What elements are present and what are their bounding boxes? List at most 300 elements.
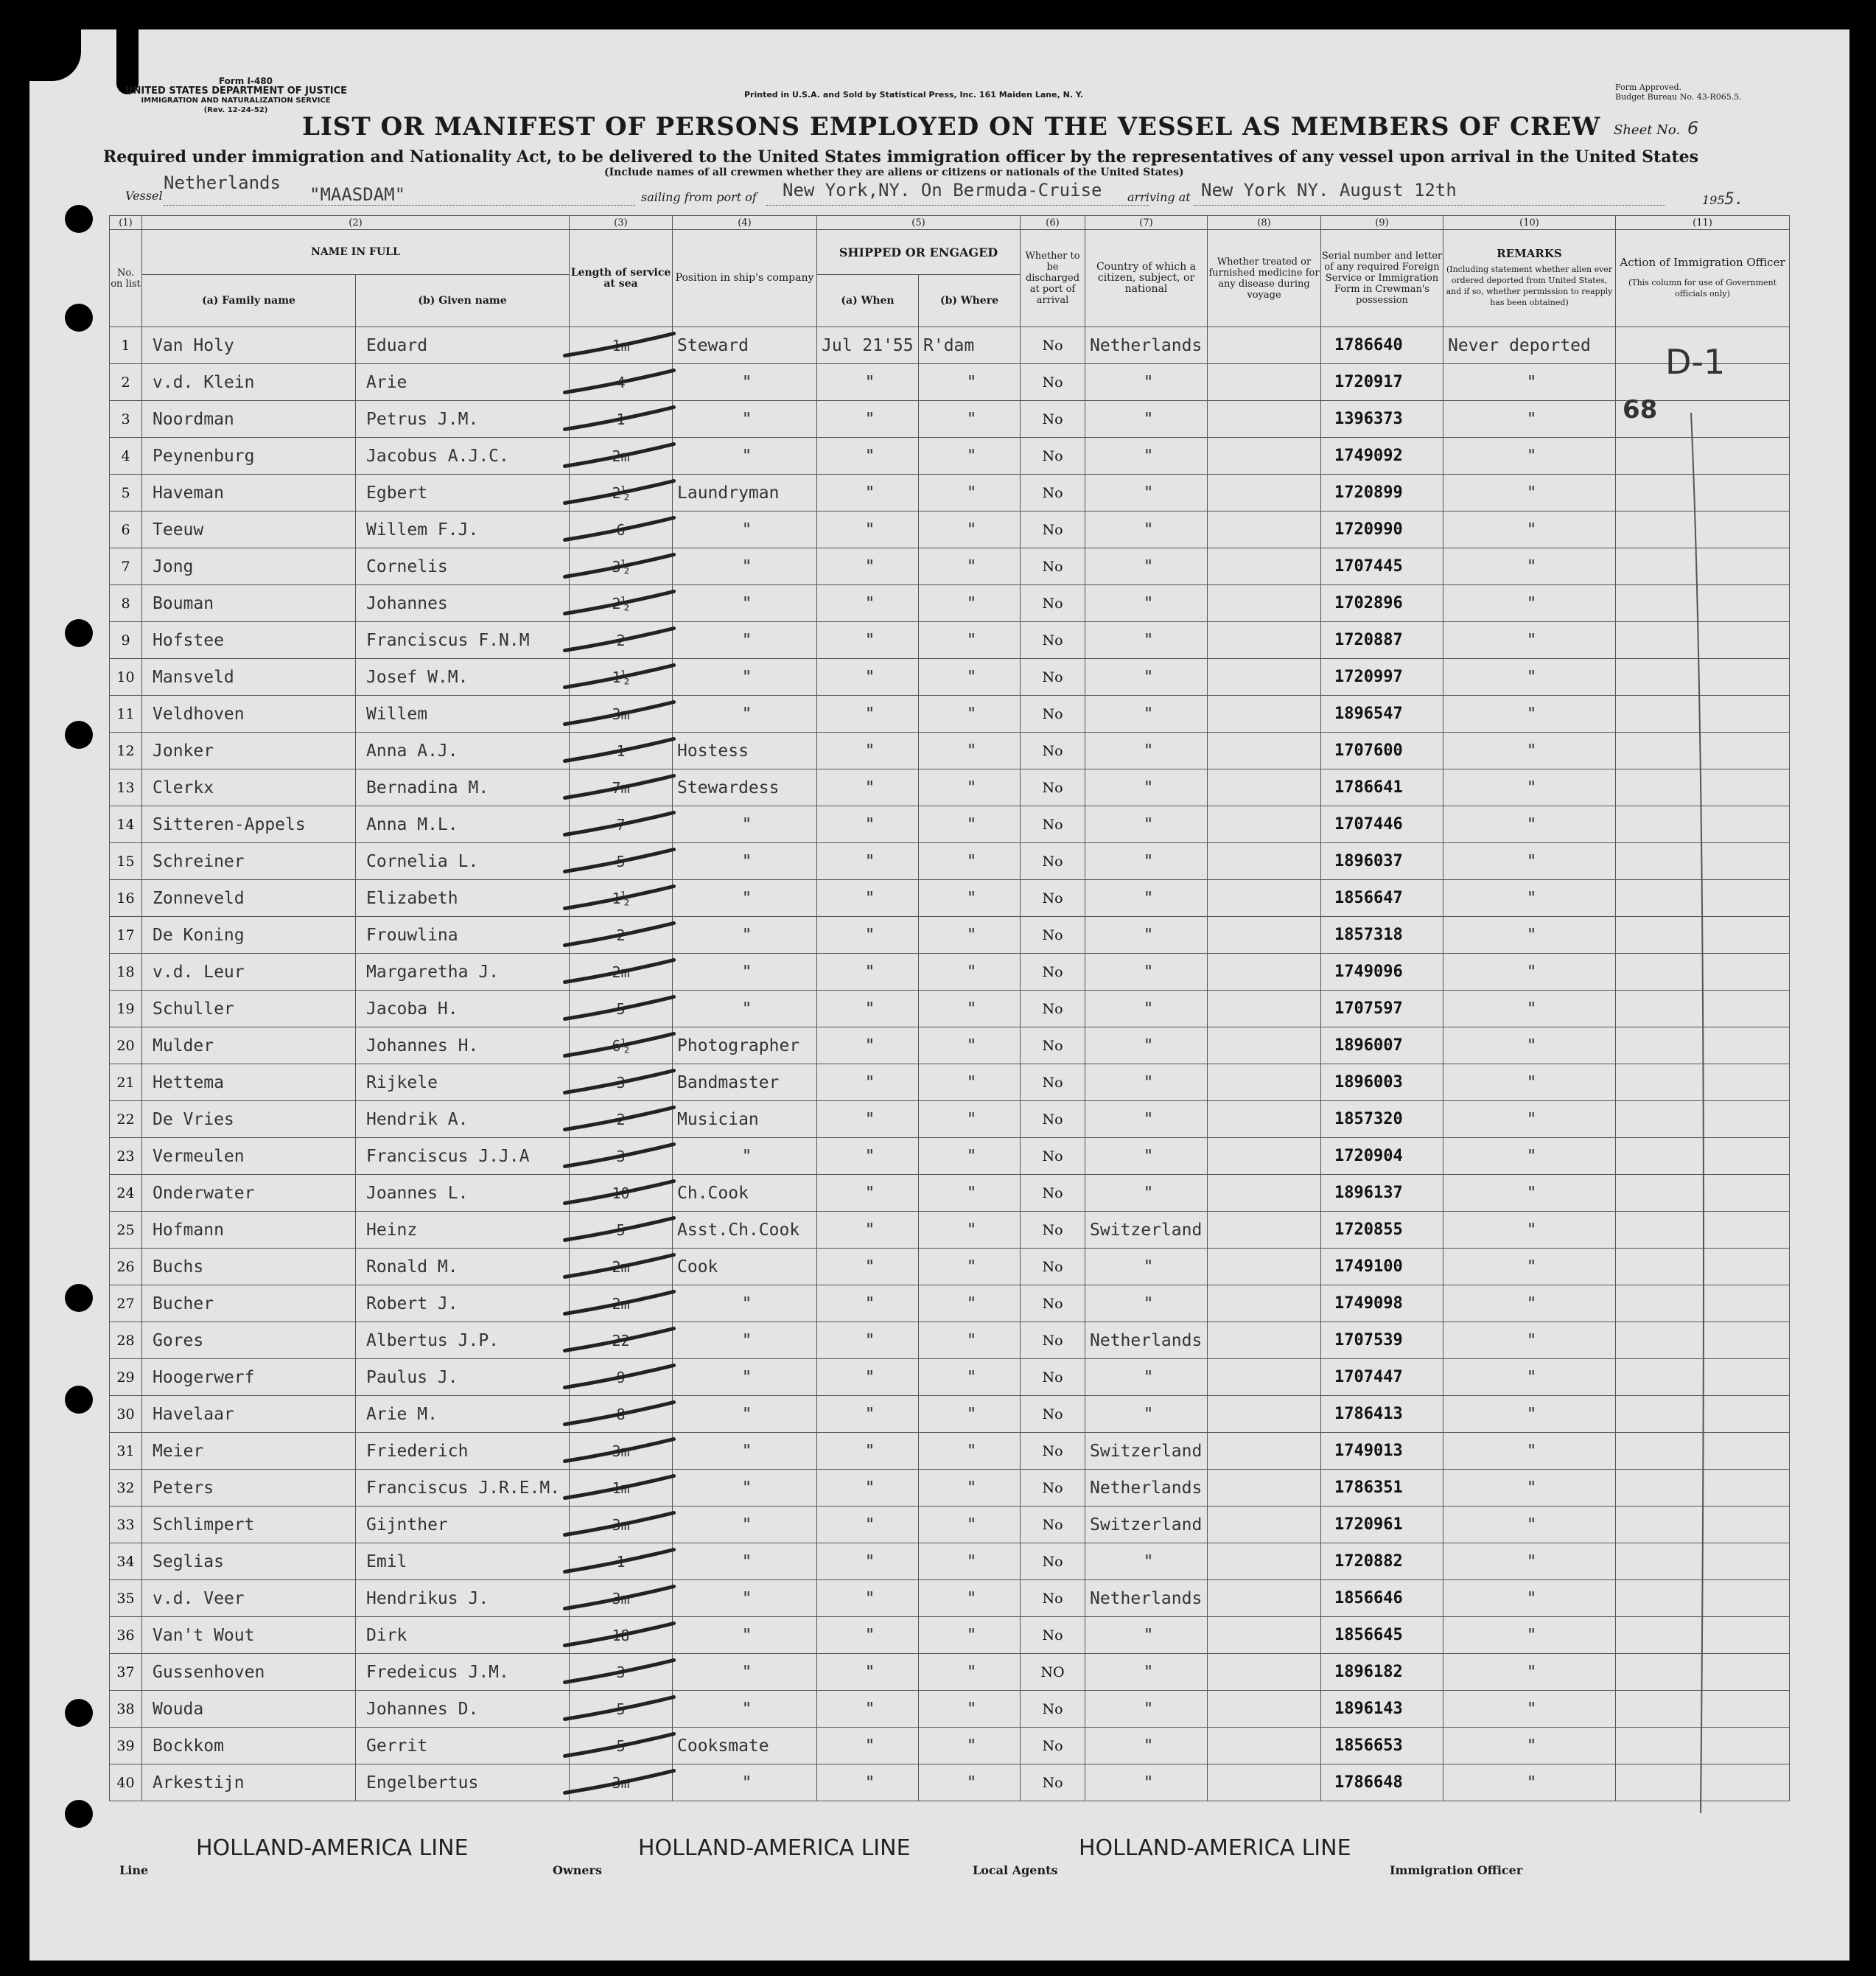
shipped-where-cell: R'dam	[919, 327, 1021, 364]
position-cell: "	[673, 1396, 817, 1433]
country-cell: "	[1085, 1175, 1208, 1212]
discharged-cell: No	[1021, 1212, 1085, 1249]
serial-number-cell: 1749013	[1321, 1433, 1443, 1470]
serial-number-cell: 1896182	[1321, 1654, 1443, 1691]
requirement-statement: Required under immigration and Nationality Act, to be delivered to the United States immigration officer by the representatives of any vessel upon arrival in the United States	[103, 147, 1699, 167]
serial-number-cell: 1786640	[1321, 327, 1443, 364]
row-number-cell: 34	[110, 1543, 142, 1580]
given-name-cell: Franciscus J.J.A	[356, 1138, 570, 1175]
discharged-cell: No	[1021, 733, 1085, 769]
country-cell: Switzerland	[1085, 1433, 1208, 1470]
position-cell: "	[673, 1654, 817, 1691]
page-title: LIST OR MANIFEST OF PERSONS EMPLOYED ON THE VESSEL AS MEMBERS OF CREW	[302, 112, 1601, 142]
discharged-cell: No	[1021, 585, 1085, 622]
position-cell: Cook	[673, 1249, 817, 1285]
shipped-where-cell: "	[919, 917, 1021, 954]
discharged-cell: No	[1021, 806, 1085, 843]
shipped-when-cell: "	[817, 512, 919, 548]
discharged-cell: No	[1021, 991, 1085, 1027]
position-cell: "	[673, 1617, 817, 1654]
shipped-when-cell: "	[817, 585, 919, 622]
family-name-cell: Hettema	[142, 1064, 356, 1101]
row-number-cell: 39	[110, 1728, 142, 1764]
given-name-cell: Elizabeth	[356, 880, 570, 917]
discharged-cell: No	[1021, 475, 1085, 512]
country-cell: "	[1085, 1728, 1208, 1764]
shipped-where-cell: "	[919, 475, 1021, 512]
col-6-number: (6)	[1021, 216, 1085, 230]
position-cell: "	[673, 696, 817, 733]
pencil-strike	[565, 371, 674, 393]
country-cell: "	[1085, 806, 1208, 843]
country-cell: Switzerland	[1085, 1507, 1208, 1543]
remarks-cell: "	[1443, 364, 1616, 401]
remarks-cell: "	[1443, 475, 1616, 512]
serial-number-cell: 1896547	[1321, 696, 1443, 733]
position-cell: "	[673, 1507, 817, 1543]
shipped-when-cell: "	[817, 659, 919, 696]
shipped-when-cell: "	[817, 696, 919, 733]
shipped-when-cell: "	[817, 1433, 919, 1470]
given-name-cell: Willem	[356, 696, 570, 733]
remarks-cell: "	[1443, 1433, 1616, 1470]
family-name-cell: De Koning	[142, 917, 356, 954]
position-cell: "	[673, 1359, 817, 1396]
vessel-name: "MAASDAM"	[309, 184, 406, 205]
discharged-cell: NO	[1021, 1654, 1085, 1691]
shipped-where-cell: "	[919, 512, 1021, 548]
length-of-service-cell: 1m	[570, 1470, 673, 1507]
remarks-cell: "	[1443, 622, 1616, 659]
col-2-number: (2)	[142, 216, 570, 230]
family-name-cell: Hoogerwerf	[142, 1359, 356, 1396]
remarks-cell: "	[1443, 1396, 1616, 1433]
shipped-where-cell: "	[919, 1249, 1021, 1285]
discharged-cell: No	[1021, 1470, 1085, 1507]
remarks-cell: "	[1443, 1027, 1616, 1064]
row-number-cell: 7	[110, 548, 142, 585]
pencil-strike	[565, 1366, 674, 1388]
given-name-cell: Johannes H.	[356, 1027, 570, 1064]
given-name-cell: Heinz	[356, 1212, 570, 1249]
shipped-where-cell: "	[919, 733, 1021, 769]
pencil-strike	[565, 1661, 674, 1683]
position-cell: Asst.Ch.Cook	[673, 1212, 817, 1249]
given-name-cell: Friederich	[356, 1433, 570, 1470]
given-name-cell: Willem F.J.	[356, 512, 570, 548]
action-title: Action of Immigration Officer	[1620, 256, 1785, 269]
col-10-number: (10)	[1443, 216, 1616, 230]
discharged-cell: No	[1021, 1691, 1085, 1728]
shipped-where-cell: "	[919, 1322, 1021, 1359]
family-name-cell: Haveman	[142, 475, 356, 512]
shipped-when-cell: "	[817, 548, 919, 585]
shipped-where-cell: "	[919, 659, 1021, 696]
length-of-service-cell: 1½	[570, 880, 673, 917]
given-name-cell: Egbert	[356, 475, 570, 512]
remarks-note: (Including statement whether alien ever ordered deported from United States, and if so, whether permission to reapply has been obtained)	[1446, 265, 1613, 307]
length-of-service-cell: 1	[570, 733, 673, 769]
shipped-when-cell: "	[817, 843, 919, 880]
row-number-cell: 29	[110, 1359, 142, 1396]
shipped-where-cell: "	[919, 438, 1021, 475]
col-where: (b) Where	[919, 275, 1021, 327]
shipped-where-cell: "	[919, 1580, 1021, 1617]
shipped-where-cell: "	[919, 1212, 1021, 1249]
length-of-service-cell: 5	[570, 1212, 673, 1249]
remarks-cell: "	[1443, 880, 1616, 917]
pencil-strokes	[29, 29, 1849, 1961]
pencil-strike	[565, 334, 674, 356]
remarks-cell: "	[1443, 1175, 1616, 1212]
remarks-cell: "	[1443, 843, 1616, 880]
pencil-strike	[565, 1181, 674, 1204]
family-name-cell: Peynenburg	[142, 438, 356, 475]
pencil-strike	[565, 1771, 674, 1793]
given-name-cell: Jacobus A.J.C.	[356, 438, 570, 475]
length-of-service-cell: 5	[570, 1691, 673, 1728]
col-given-name: (b) Given name	[356, 275, 570, 327]
pencil-strike	[565, 408, 674, 430]
pencil-strike	[565, 997, 674, 1019]
length-of-service-cell: 5	[570, 843, 673, 880]
length-of-service-cell: 6½	[570, 1027, 673, 1064]
family-name-cell: Teeuw	[142, 512, 356, 548]
family-name-cell: Clerkx	[142, 769, 356, 806]
row-number-cell: 27	[110, 1285, 142, 1322]
shipped-when-cell: "	[817, 1027, 919, 1064]
given-name-cell: Johannes D.	[356, 1691, 570, 1728]
row-number-cell: 38	[110, 1691, 142, 1728]
length-of-service-cell: 3m	[570, 1764, 673, 1801]
serial-number-cell: 1896037	[1321, 843, 1443, 880]
serial-number-cell: 1720887	[1321, 622, 1443, 659]
position-cell: "	[673, 843, 817, 880]
pencil-strike	[565, 1734, 674, 1756]
col-when: (a) When	[817, 275, 919, 327]
remarks-cell: "	[1443, 1101, 1616, 1138]
pencil-strike	[565, 555, 674, 577]
country-cell: "	[1085, 1359, 1208, 1396]
serial-number-cell: 1786351	[1321, 1470, 1443, 1507]
col-serial-number: Serial number and letter of any required Foreign Service or Immigration Form in Crewman's possession	[1321, 230, 1443, 327]
given-name-cell: Joannes L.	[356, 1175, 570, 1212]
serial-number-cell: 1857320	[1321, 1101, 1443, 1138]
serial-number-cell: 1702896	[1321, 585, 1443, 622]
col-family-name: (a) Family name	[142, 275, 356, 327]
position-cell: Cooksmate	[673, 1728, 817, 1764]
row-number-cell: 32	[110, 1470, 142, 1507]
country-cell: "	[1085, 475, 1208, 512]
discharged-cell: No	[1021, 1580, 1085, 1617]
length-of-service-cell: 7m	[570, 769, 673, 806]
length-of-service-cell: 3m	[570, 1433, 673, 1470]
row-number-cell: 4	[110, 438, 142, 475]
serial-number-cell: 1720904	[1321, 1138, 1443, 1175]
position-cell: "	[673, 880, 817, 917]
length-of-service-cell: 1	[570, 401, 673, 438]
country-cell: "	[1085, 364, 1208, 401]
form-number: Form I-480	[218, 76, 273, 86]
row-number-cell: 6	[110, 512, 142, 548]
pencil-strike	[565, 1587, 674, 1609]
given-name-cell: Rijkele	[356, 1064, 570, 1101]
discharged-cell: No	[1021, 327, 1085, 364]
shipped-when-cell: "	[817, 954, 919, 991]
col-8-number: (8)	[1208, 216, 1321, 230]
shipped-where-cell: "	[919, 1728, 1021, 1764]
remarks-cell: "	[1443, 1359, 1616, 1396]
given-name-cell: Ronald M.	[356, 1249, 570, 1285]
shipped-where-cell: "	[919, 843, 1021, 880]
service-name: IMMIGRATION AND NATURALIZATION SERVICE	[141, 97, 331, 105]
given-name-cell: Franciscus F.N.M	[356, 622, 570, 659]
discharged-cell: No	[1021, 1175, 1085, 1212]
given-name-cell: Bernadina M.	[356, 769, 570, 806]
remarks-cell: "	[1443, 1470, 1616, 1507]
row-number-cell: 11	[110, 696, 142, 733]
serial-number-cell: 1720882	[1321, 1543, 1443, 1580]
family-name-cell: v.d. Veer	[142, 1580, 356, 1617]
length-of-service-cell: 2	[570, 1101, 673, 1138]
position-cell: "	[673, 954, 817, 991]
col-1-number: (1)	[110, 216, 142, 230]
arriving-label: arriving at	[1127, 190, 1191, 204]
family-name-cell: Arkestijn	[142, 1764, 356, 1801]
length-of-service-cell: 2m	[570, 438, 673, 475]
row-number-cell: 20	[110, 1027, 142, 1064]
line-value: HOLLAND-AMERICA LINE	[196, 1835, 469, 1861]
given-name-cell: Paulus J.	[356, 1359, 570, 1396]
pencil-strike	[565, 960, 674, 982]
discharged-cell: No	[1021, 696, 1085, 733]
shipped-where-cell: "	[919, 1396, 1021, 1433]
position-cell: "	[673, 917, 817, 954]
country-cell: "	[1085, 1138, 1208, 1175]
shipped-when-cell: "	[817, 438, 919, 475]
given-name-cell: Johannes	[356, 585, 570, 622]
length-of-service-cell: 1m	[570, 327, 673, 364]
row-number-cell: 9	[110, 622, 142, 659]
remarks-cell: "	[1443, 1507, 1616, 1543]
arriving-port-date: New York NY. August 12th	[1201, 180, 1457, 200]
shipped-when-cell: "	[817, 991, 919, 1027]
row-number-cell: 21	[110, 1064, 142, 1101]
row-number-cell: 30	[110, 1396, 142, 1433]
shipped-when-cell: "	[817, 806, 919, 843]
discharged-cell: No	[1021, 1359, 1085, 1396]
discharged-cell: No	[1021, 1027, 1085, 1064]
family-name-cell: Jonker	[142, 733, 356, 769]
pencil-strike	[565, 813, 674, 835]
family-name-cell: Vermeulen	[142, 1138, 356, 1175]
position-cell: Stewardess	[673, 769, 817, 806]
shipped-when-cell: "	[817, 1249, 919, 1285]
shipped-when-cell: "	[817, 1764, 919, 1801]
given-name-cell: Gerrit	[356, 1728, 570, 1764]
given-name-cell: Hendrikus J.	[356, 1580, 570, 1617]
serial-number-cell: 1786641	[1321, 769, 1443, 806]
position-cell: Laundryman	[673, 475, 817, 512]
row-number-cell: 22	[110, 1101, 142, 1138]
shipped-where-cell: "	[919, 548, 1021, 585]
position-cell: Ch.Cook	[673, 1175, 817, 1212]
remarks-cell: "	[1443, 1580, 1616, 1617]
shipped-where-cell: "	[919, 954, 1021, 991]
discharged-cell: No	[1021, 548, 1085, 585]
owners-label: Owners	[553, 1863, 602, 1877]
shipped-where-cell: "	[919, 991, 1021, 1027]
length-of-service-cell: 3	[570, 1654, 673, 1691]
country-cell: "	[1085, 1617, 1208, 1654]
shipped-when-cell: "	[817, 1728, 919, 1764]
discharged-cell: No	[1021, 954, 1085, 991]
given-name-cell: Frouwlina	[356, 917, 570, 954]
given-name-cell: Eduard	[356, 327, 570, 364]
family-name-cell: Sitteren-Appels	[142, 806, 356, 843]
country-cell: "	[1085, 769, 1208, 806]
shipped-when-cell: "	[817, 880, 919, 917]
country-cell: "	[1085, 696, 1208, 733]
discharged-cell: No	[1021, 512, 1085, 548]
length-of-service-cell: 8	[570, 1396, 673, 1433]
col-7-number: (7)	[1085, 216, 1208, 230]
country-cell: "	[1085, 843, 1208, 880]
discharged-cell: No	[1021, 1617, 1085, 1654]
pencil-strike	[565, 1439, 674, 1462]
serial-number-cell: 1720855	[1321, 1212, 1443, 1249]
serial-number-cell: 1707539	[1321, 1322, 1443, 1359]
serial-number-cell: 1707447	[1321, 1359, 1443, 1396]
serial-number-cell: 1856653	[1321, 1728, 1443, 1764]
serial-number-cell: 1707597	[1321, 991, 1443, 1027]
shipped-where-cell: "	[919, 1617, 1021, 1654]
country-cell: "	[1085, 1101, 1208, 1138]
pencil-strike	[565, 739, 674, 761]
country-cell: "	[1085, 1654, 1208, 1691]
row-number-cell: 35	[110, 1580, 142, 1617]
shipped-where-cell: "	[919, 1654, 1021, 1691]
country-cell: "	[1085, 1064, 1208, 1101]
pencil-strike	[565, 924, 674, 946]
serial-number-cell: 1720961	[1321, 1507, 1443, 1543]
owners-value: HOLLAND-AMERICA LINE	[638, 1835, 911, 1861]
remarks-cell: "	[1443, 1249, 1616, 1285]
serial-number-cell: 1749098	[1321, 1285, 1443, 1322]
position-cell: "	[673, 1138, 817, 1175]
given-name-cell: Petrus J.M.	[356, 401, 570, 438]
position-cell: Musician	[673, 1101, 817, 1138]
shipped-when-cell: "	[817, 622, 919, 659]
remarks-cell: "	[1443, 1322, 1616, 1359]
sheet-label: Sheet No.	[1614, 122, 1681, 138]
length-of-service-cell: 4	[570, 364, 673, 401]
shipped-when-cell: "	[817, 1175, 919, 1212]
shipped-when-cell: "	[817, 1580, 919, 1617]
shipped-where-cell: "	[919, 1064, 1021, 1101]
remarks-cell: "	[1443, 1285, 1616, 1322]
row-number-cell: 19	[110, 991, 142, 1027]
country-cell: "	[1085, 880, 1208, 917]
pencil-strike	[565, 666, 674, 688]
family-name-cell: Jong	[142, 548, 356, 585]
serial-number-cell: 1749092	[1321, 438, 1443, 475]
col-medicine: Whether treated or furnished medicine for any disease during voyage	[1208, 230, 1321, 327]
col-position: Position in ship's company	[673, 230, 817, 327]
serial-number-cell: 1896003	[1321, 1064, 1443, 1101]
action-note: (This column for use of Government officials only)	[1628, 278, 1777, 299]
pencil-strike	[565, 481, 674, 503]
given-name-cell: Dirk	[356, 1617, 570, 1654]
shipped-where-cell: "	[919, 1470, 1021, 1507]
year-printed: 195	[1702, 193, 1725, 207]
shipped-where-cell: "	[919, 1138, 1021, 1175]
pencil-strike	[565, 850, 674, 872]
country-cell: "	[1085, 733, 1208, 769]
shipped-where-cell: "	[919, 1764, 1021, 1801]
shipped-where-cell: "	[919, 401, 1021, 438]
discharged-cell: No	[1021, 1507, 1085, 1543]
family-name-cell: De Vries	[142, 1101, 356, 1138]
position-cell: "	[673, 1543, 817, 1580]
serial-number-cell: 1749100	[1321, 1249, 1443, 1285]
given-name-cell: Gijnther	[356, 1507, 570, 1543]
length-of-service-cell: 2m	[570, 1285, 673, 1322]
agents-value: HOLLAND-AMERICA LINE	[1079, 1835, 1351, 1861]
country-cell: "	[1085, 1249, 1208, 1285]
line-label: Line	[119, 1863, 149, 1877]
col-9-number: (9)	[1321, 216, 1443, 230]
country-cell: "	[1085, 1285, 1208, 1322]
discharged-cell: No	[1021, 1543, 1085, 1580]
family-name-cell: Onderwater	[142, 1175, 356, 1212]
remarks-cell: "	[1443, 991, 1616, 1027]
shipped-where-cell: "	[919, 364, 1021, 401]
country-cell: "	[1085, 659, 1208, 696]
pencil-strike	[565, 1218, 674, 1240]
family-name-cell: Buchs	[142, 1249, 356, 1285]
row-number-cell: 10	[110, 659, 142, 696]
row-number-cell: 8	[110, 585, 142, 622]
pencil-strike	[565, 1255, 674, 1277]
shipped-where-cell: "	[919, 622, 1021, 659]
country-cell: "	[1085, 917, 1208, 954]
discharged-cell: No	[1021, 659, 1085, 696]
remarks-cell: "	[1443, 1728, 1616, 1764]
serial-number-cell: 1720990	[1321, 512, 1443, 548]
shipped-when-cell: "	[817, 1470, 919, 1507]
length-of-service-cell: 3½	[570, 548, 673, 585]
pencil-strike	[565, 1071, 674, 1093]
row-number-cell: 3	[110, 401, 142, 438]
length-of-service-cell: 2½	[570, 585, 673, 622]
shipped-where-cell: "	[919, 696, 1021, 733]
remarks-cell: "	[1443, 917, 1616, 954]
position-cell: Steward	[673, 327, 817, 364]
family-name-cell: v.d. Klein	[142, 364, 356, 401]
length-of-service-cell: 7	[570, 806, 673, 843]
length-of-service-cell: 3m	[570, 1580, 673, 1617]
shipped-when-cell: "	[817, 364, 919, 401]
length-of-service-cell: 2	[570, 622, 673, 659]
row-number-cell: 28	[110, 1322, 142, 1359]
family-name-cell: Seglias	[142, 1543, 356, 1580]
row-number-cell: 17	[110, 917, 142, 954]
given-name-cell: Emil	[356, 1543, 570, 1580]
family-name-cell: Wouda	[142, 1691, 356, 1728]
discharged-cell: No	[1021, 769, 1085, 806]
length-of-service-cell: 6	[570, 512, 673, 548]
